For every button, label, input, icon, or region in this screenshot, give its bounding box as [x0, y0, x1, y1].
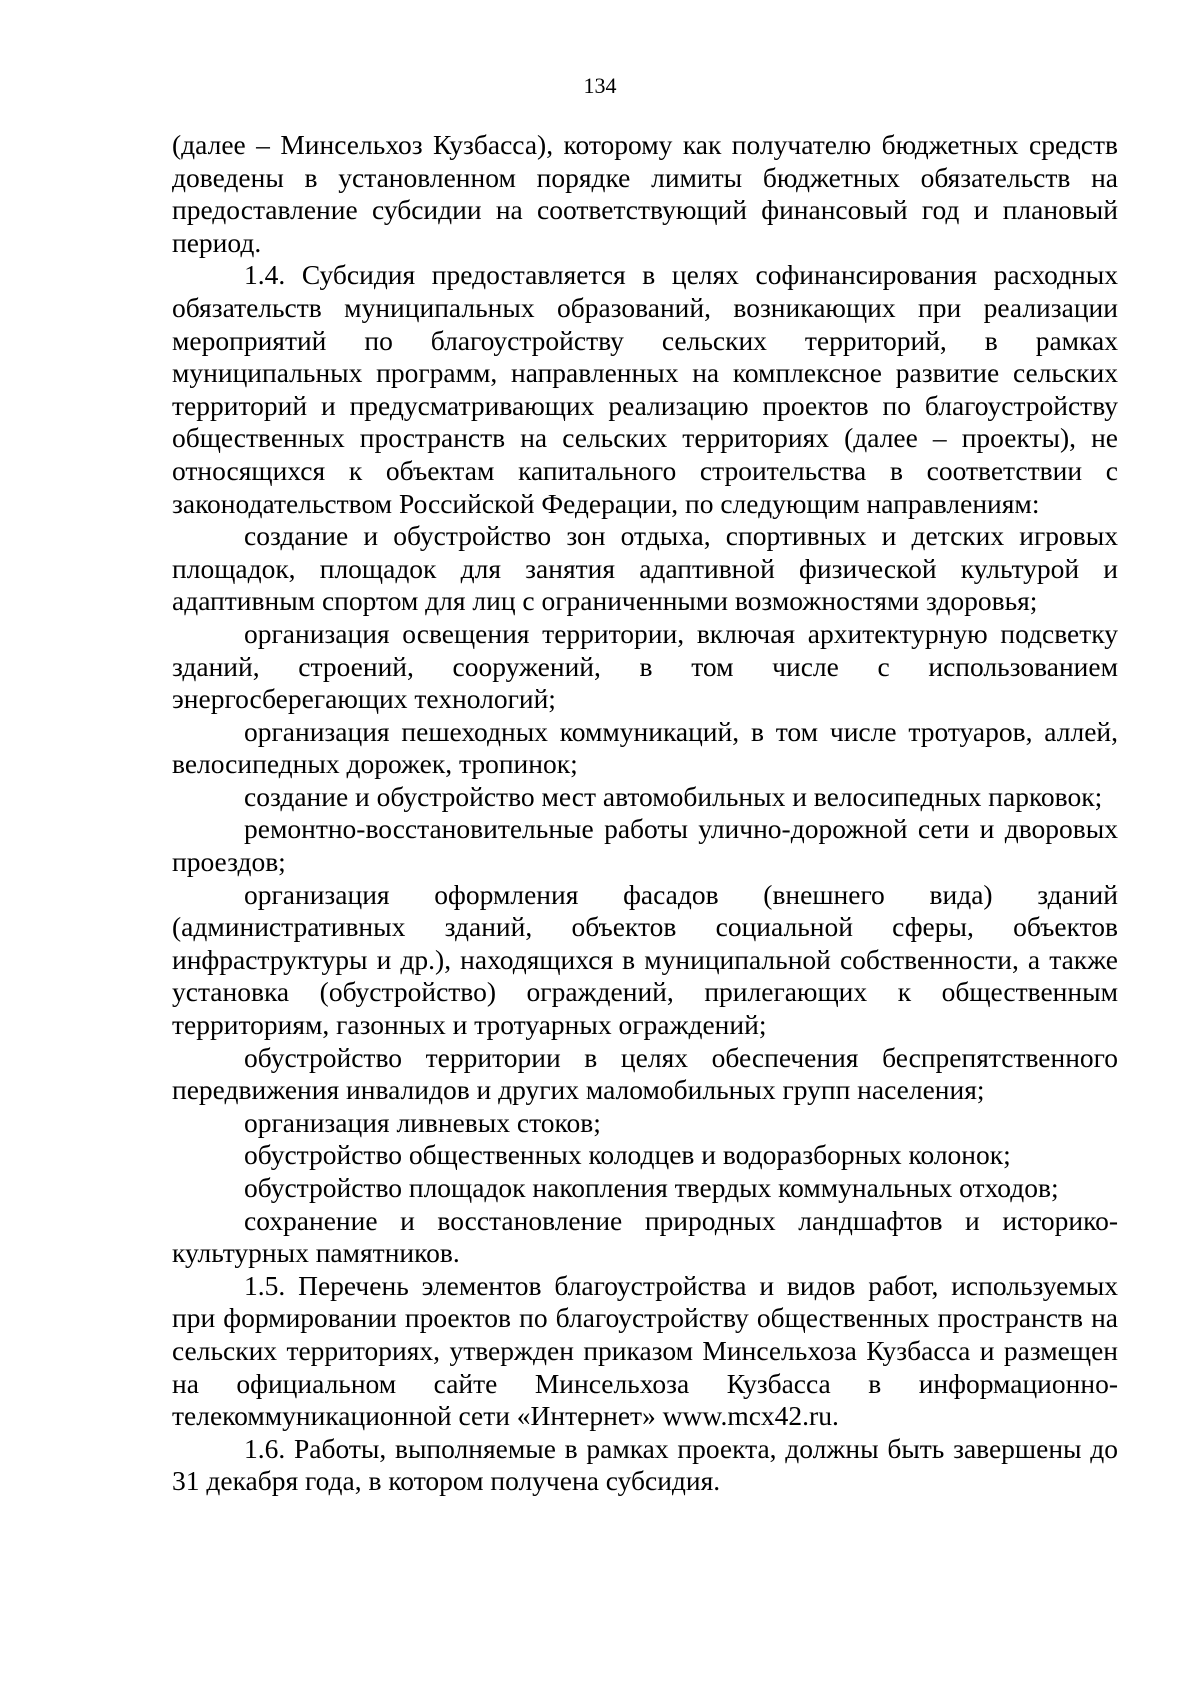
paragraph-continuation: (далее – Минсельхоз Кузбасса), которому как получателю бюджетных средств доведены в установленном порядке лимиты бюджетных обязательств на предоставление субсидии на соответствующий финансовый год и плановый период.: [172, 129, 1118, 258]
paragraph-clause-1-5: 1.5. Перечень элементов благоустройства и видов работ, используемых при формировании проектов по благоустройству общественных пространств на сельских территориях, утвержден приказом Минсельхоза Кузбасса и размещен на официальном сайте Минсельхоза Кузбасса в информационно-телекоммуникационной сети «Интернет» www.mcx42.ru.: [172, 1269, 1118, 1432]
document-body: [172, 129, 1118, 1498]
list-item-storm-drains: организация ливневых стоков;: [244, 1106, 601, 1138]
paragraph-clause-1-4: 1.4. Субсидия предоставляется в целях софинансирования расходных обязательств муниципальных образований, возникающих при реализации мероприятий по благоустройству сельских территорий, в рамках муниципальных программ, направленных на комплексное развитие сельских территорий и предусматривающих реализацию проектов по благоустройству общественных пространств на сельских территориях (далее – проекты), не относящихся к объектам капитального строительства в соответствии с законодательством Российской Федерации, по следующим направлениям:: [172, 259, 1118, 519]
list-item-pedestrian: организация пешеходных коммуникаций, в том числе тротуаров, аллей, велосипедных дорожек, тропинок;: [172, 715, 1118, 780]
list-item-parking: создание и обустройство мест автомобильных и велосипедных парковок;: [244, 780, 1103, 812]
list-item-accessibility: обустройство территории в целях обеспечения беспрепятственного передвижения инвалидов и других маломобильных групп населения;: [172, 1041, 1118, 1106]
list-item-road-repair: ремонтно-восстановительные работы улично-дорожной сети и дворовых проездов;: [172, 813, 1118, 878]
paragraph-clause-1-6: 1.6. Работы, выполняемые в рамках проекта, должны быть завершены до 31 декабря года, в котором получена субсидия.: [172, 1432, 1118, 1497]
list-item-recreation-zones: создание и обустройство зон отдыха, спортивных и детских игровых площадок, площадок для занятия адаптивной физической культурой и адаптивным спортом для лиц с ограниченными возможностями здоровья;: [172, 520, 1118, 617]
list-item-landscapes: сохранение и восстановление природных ландшафтов и историко-культурных памятников.: [172, 1204, 1118, 1269]
list-item-facades: организация оформления фасадов (внешнего вида) зданий (административных зданий, объектов социальной сферы, объектов инфраструктуры и др.), находящихся в муниципальной собственности, а также установка (обустройство) ограждений, прилегающих к общественным территориям, газонных и тротуарных ограждений;: [172, 878, 1118, 1041]
list-item-waste-sites: обустройство площадок накопления твердых коммунальных отходов;: [244, 1172, 1059, 1203]
list-item-wells: обустройство общественных колодцев и водоразборных колонок;: [244, 1139, 1011, 1171]
page-number: 134: [583, 73, 617, 98]
list-item-lighting: организация освещения территории, включая архитектурную подсветку зданий, строений, сооружений, в том числе с использованием энергосберегающих технологий;: [172, 617, 1118, 715]
